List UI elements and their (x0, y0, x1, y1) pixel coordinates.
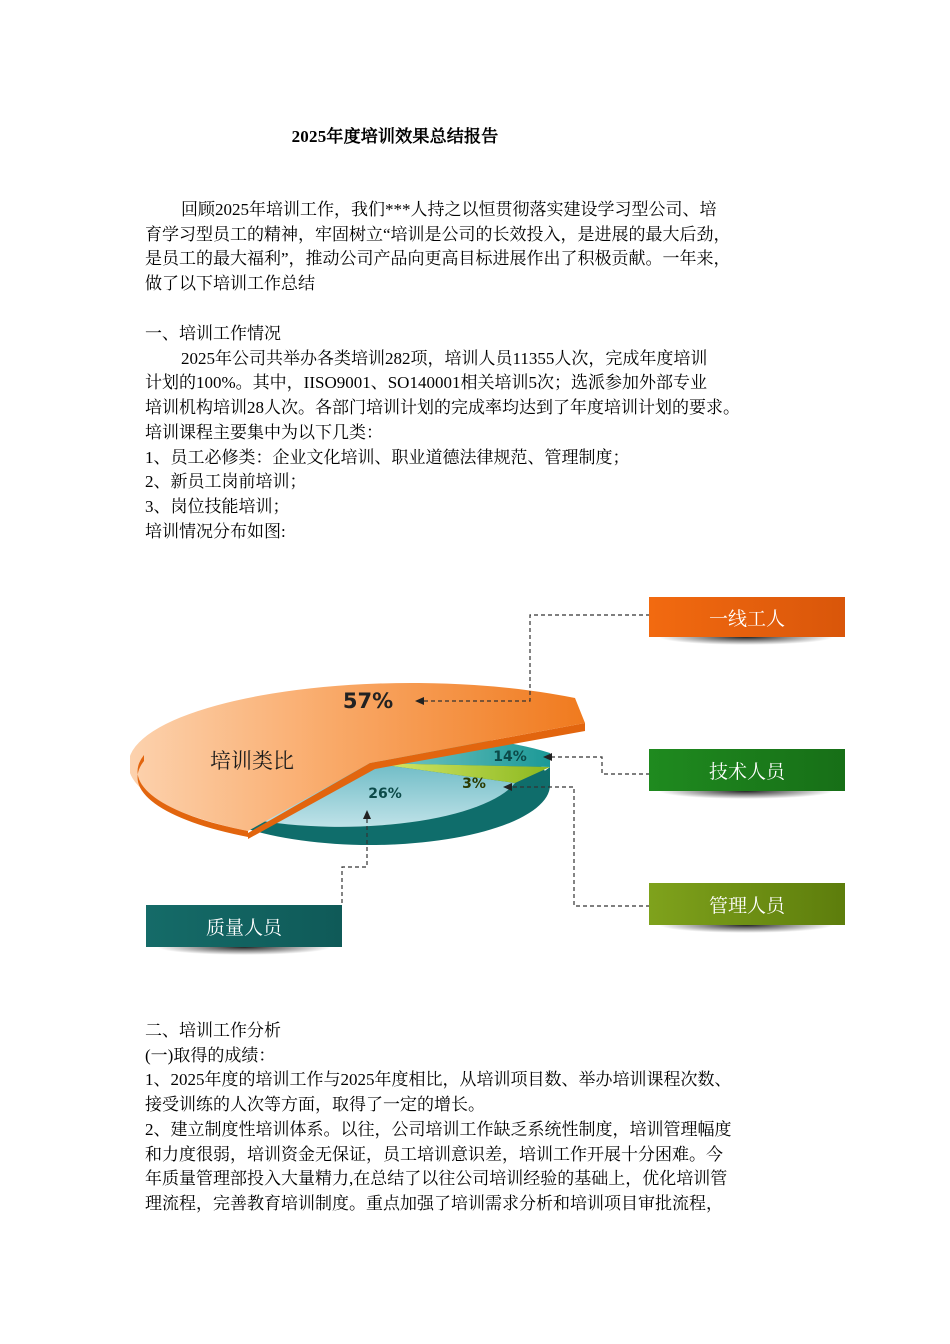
legend-label-management: 管理人员 (649, 883, 845, 925)
section-1-line: 1、员工必修类：企业文化培训、职业道德法律规范、管理制度； (145, 447, 630, 467)
intro-line: 做了以下培训工作总结 (145, 274, 315, 294)
section-1-line: 培训机构培训28人次。各部门培训计划的完成率均达到了年度培训计划的要求。 (145, 398, 740, 418)
section-2-line: 年质量管理部投入大量精力,在总结了以往公司培训经验的基础上，优化培训管 (145, 1169, 728, 1189)
section-2-line: 理流程，完善教育培训制度。重点加强了培训需求分析和培训项目审批流程， (145, 1193, 723, 1213)
intro-line: 回顾2025年培训工作，我们***人持之以恒贯彻落实建设学习型公司、培 (181, 200, 717, 219)
section-1-line: 2、新员工岗前培训； (145, 472, 307, 492)
label-management-pct: 3% (462, 776, 486, 792)
training-distribution-chart (130, 585, 860, 965)
section-1 (145, 322, 817, 544)
legend-label-technical-shadow (658, 791, 834, 799)
legend-label-quality: 质量人员 (146, 905, 342, 947)
section-1-line: 培训情况分布如图: (145, 521, 286, 541)
section-1-line: 计划的100%。其中，IISO9001、SO140001相关培训5次；选派参加外部专业 (145, 373, 707, 393)
section-2 (145, 1019, 817, 1217)
legend-label-technical: 技术人员 (649, 749, 845, 791)
section-2-line: 1、2025年度的培训工作与2025年度相比，从培训项目数、举办培训课程次数、 (145, 1070, 732, 1090)
section-2-heading: 二、培训工作分析 (145, 1021, 281, 1040)
chart-title: 培训类比 (210, 749, 294, 773)
section-2-line: 2、建立制度性培训体系。以往，公司培训工作缺乏系统性制度，培训管理幅度 (145, 1119, 732, 1139)
section-1-heading: 一、培训工作情况 (145, 324, 281, 343)
section-2-line: (一)取得的成绩： (145, 1045, 276, 1065)
section-1-line: 2025年公司共举办各类培训282项，培训人员11355人次，完成年度培训 (181, 348, 708, 368)
section-2-line: 和力度很弱，培训资金无保证，员工培训意识差，培训工作开展十分困难。今 (145, 1144, 723, 1164)
label-quality-pct: 26% (368, 786, 402, 802)
connector-technical (548, 757, 650, 774)
intro-line: 育学习型员工的精神，牢固树立“培训是公司的长效投入，是进展的最大后劲， (145, 224, 731, 244)
section-1-line: 3、岗位技能培训； (145, 496, 290, 516)
legend-label-frontline: 一线工人 (649, 597, 845, 637)
label-frontline-pct: 57% (342, 689, 394, 713)
section-2-line: 接受训练的人次等方面，取得了一定的增长。 (145, 1095, 485, 1115)
label-technical-pct: 14% (493, 749, 527, 765)
legend-label-quality-shadow (156, 947, 332, 955)
legend-label-management-shadow (658, 925, 834, 933)
intro-paragraph (145, 198, 817, 297)
legend-label-frontline-shadow (658, 637, 834, 645)
report-title: 2025年度培训效果总结报告 (291, 127, 499, 146)
section-1-line: 培训课程主要集中为以下几类： (145, 422, 383, 442)
intro-line: 是员工的最大福利”，推动公司产品向更高目标进展作出了积极贡献。一年来， (145, 249, 731, 269)
